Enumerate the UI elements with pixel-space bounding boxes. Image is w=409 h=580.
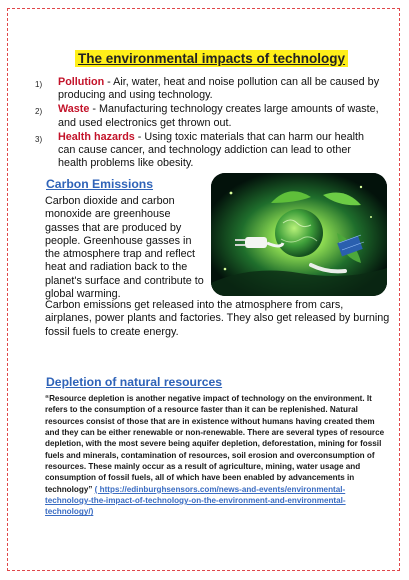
depletion-heading: Depletion of natural resources xyxy=(46,375,223,389)
carbon-paragraph-1: Carbon dioxide and carbon monoxide are greenhouse gasses that are produced by people. Greenhouse gasses in the atmosphere trap and reflect heat and radiation back to the planet's surface and contribute to global warming. xyxy=(45,195,204,301)
source-link-close: ) xyxy=(90,507,94,517)
list-text: - Air, water, heat and noise pollution can all be caused by producing and using technology. xyxy=(58,76,380,102)
list-text: - Manufacturing technology creates large amounts of waste, and used electronics get thrown out. xyxy=(58,103,379,129)
plug-leaf-globe-image xyxy=(211,173,387,296)
list-number: 1) xyxy=(35,80,43,89)
depletion-paragraph xyxy=(45,393,390,518)
carbon-paragraph-2: Carbon emissions get released into the atmosphere from cars, airplanes, power plants and factories. They also get released by burning fossil fuels to create energy. xyxy=(45,299,390,338)
carbon-heading: Carbon Emissions xyxy=(46,177,154,191)
list-term: Waste xyxy=(58,103,90,116)
list-term: Pollution xyxy=(58,76,105,88)
source-link[interactable]: https://edinburghsensors.com/news-and-events/environmental-technology-the-impact-of-technology-on-the-environment-and-environmental-technology/ xyxy=(45,484,346,517)
list-item xyxy=(35,131,380,171)
list-text: - Using toxic materials that can harm our health can cause cancer, and technology addiction can lead to other health problems like obesity. xyxy=(58,130,365,170)
list-item xyxy=(35,76,380,103)
list-number: 2) xyxy=(35,107,43,117)
intro-list xyxy=(35,76,380,171)
page-title: The environmental impacts of technology xyxy=(75,50,348,67)
list-term: Health hazards xyxy=(58,130,135,143)
list-number: 3) xyxy=(35,134,43,144)
depletion-quote: “Resource depletion is another negative impact of technology on the environment. It refers to the consumption of a resource faster than it can be replenished. Natural resources consist of those that are in existence without humans having created them and they can be either renewable or non-renewable. There are several types of resource depletion, with the most severe being aquifer depletion, deforestation, mining for fossil fuels and minerals, contamination of resources, soil erosion and overconsumption of resources. These mainly occur as a result of agriculture, mining, water usage and consumption of fossil fuels, all of which have been enabled by advancements in technology” xyxy=(45,394,385,494)
source-link-open: ( xyxy=(94,484,100,494)
list-item xyxy=(35,103,380,130)
